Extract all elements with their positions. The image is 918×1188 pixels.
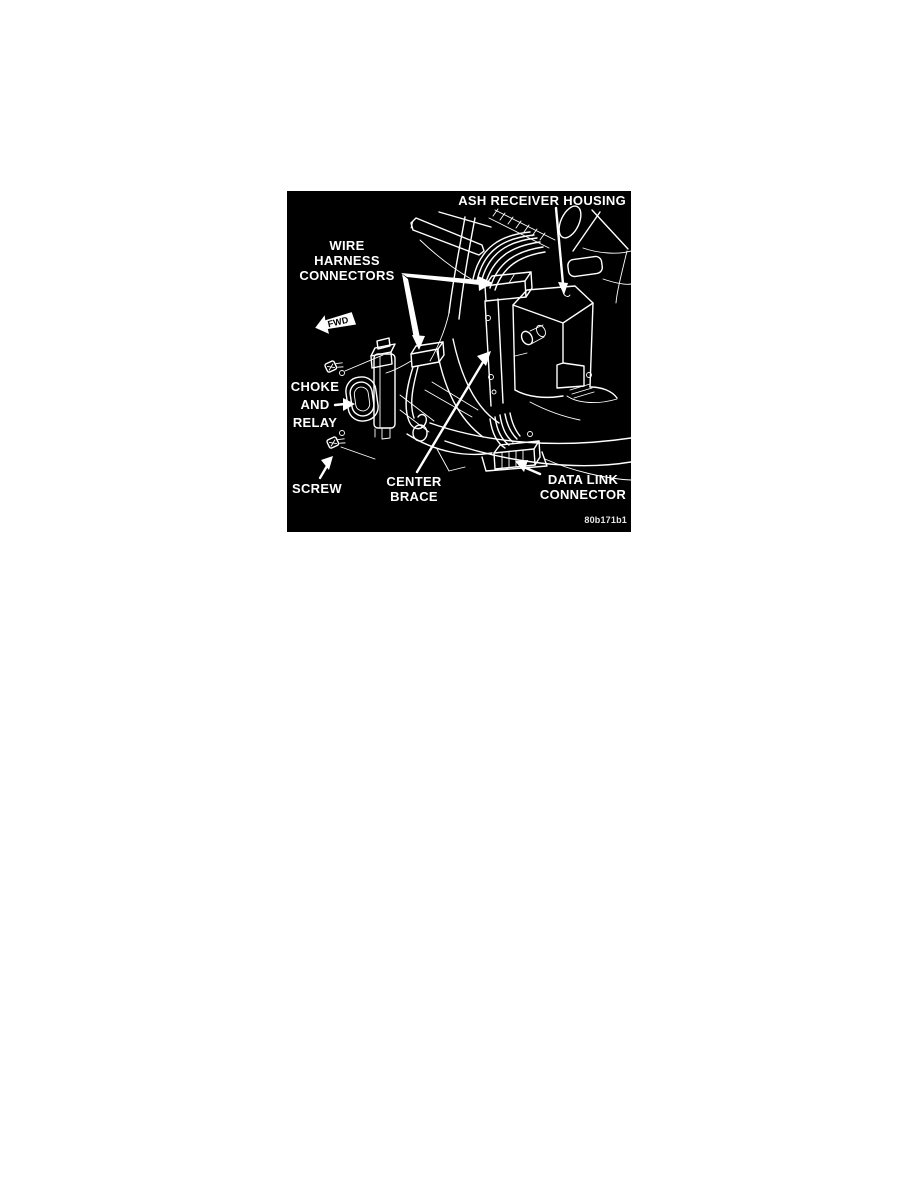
label-screw: SCREW [292, 481, 342, 496]
label-center-brace: CENTER BRACE [386, 474, 442, 504]
label-wire-harness-connectors: WIRE HARNESS CONNECTORS [299, 238, 395, 283]
screw-icon [326, 433, 346, 449]
screw-leader-line [345, 355, 383, 371]
ash-leader-arrow [556, 208, 570, 296]
label-choke-and-relay: CHOKE AND RELAY [290, 379, 340, 430]
ash-receiver-housing-drawing [513, 286, 617, 403]
screw-leader-line [341, 447, 375, 459]
wire-harness-connector-upper-drawing [485, 272, 532, 301]
label-ash-receiver-housing: ASH RECEIVER HOUSING [458, 193, 626, 208]
svg-text:FWD: FWD [326, 314, 350, 330]
choke-relay-drawing [340, 338, 396, 439]
screw-arrow [320, 456, 333, 478]
screw-icon [324, 357, 344, 373]
label-data-link-connector: DATA LINK CONNECTOR [539, 472, 627, 502]
wire-loom-drawing [473, 209, 555, 290]
figure-code: 80b171b1 [584, 515, 627, 525]
dash-strut-drawing [411, 212, 491, 279]
fwd-arrow-icon [313, 309, 357, 337]
figure-illustration [287, 191, 631, 532]
wire-harness-arrows [401, 273, 493, 350]
